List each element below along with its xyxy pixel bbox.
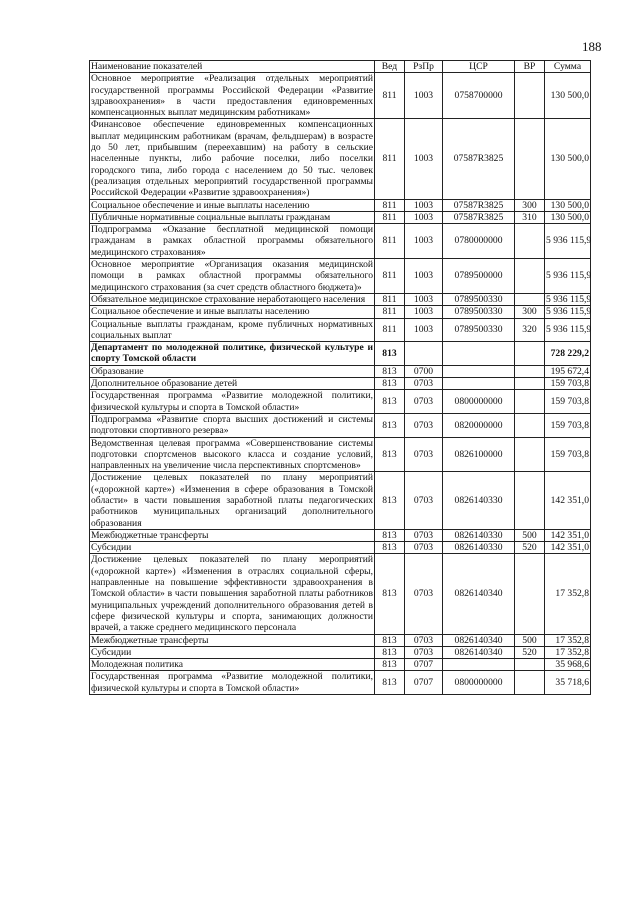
cell-rzpr: 0700 xyxy=(405,365,443,377)
cell-vr xyxy=(515,224,545,259)
cell-name: Подпрограмма «Развитие спорта высших достижений и системы подготовки спортивного резерва» xyxy=(91,413,373,437)
cell-ved: 813 xyxy=(375,378,405,390)
cell-name: Социальные выплаты гражданам, кроме публичных нормативных социальных выплат xyxy=(91,318,373,341)
cell-name: Дополнительное образование детей xyxy=(90,378,375,390)
header-vr: ВР xyxy=(515,61,545,73)
cell-vr: 520 xyxy=(515,646,545,658)
cell-ved: 813 xyxy=(375,634,405,646)
cell-ved: 813 xyxy=(375,472,405,529)
table-row xyxy=(90,646,591,658)
cell-rzpr: 0703 xyxy=(405,529,443,541)
cell-vr xyxy=(515,365,545,377)
table-row xyxy=(90,259,591,294)
cell-name: Публичные нормативные социальные выплаты гражданам xyxy=(90,211,375,223)
cell-name: Государственная программа «Развитие молодежной политики, физической культуры и спорта в Томской области» xyxy=(91,390,373,413)
cell-ved: 813 xyxy=(375,342,405,366)
cell-vr xyxy=(515,472,545,529)
table-row xyxy=(90,542,591,554)
table-row xyxy=(90,390,591,414)
cell-vr: 300 xyxy=(515,306,545,318)
cell-vr xyxy=(515,259,545,294)
cell-csr: 0826140330 xyxy=(443,529,515,541)
cell-ved: 813 xyxy=(375,529,405,541)
cell-rzpr: 1003 xyxy=(405,318,443,342)
cell-csr: 07587R3825 xyxy=(443,211,515,223)
table-row xyxy=(90,634,591,646)
cell-ved: 813 xyxy=(375,437,405,472)
table-row xyxy=(90,365,591,377)
header-ved: Вед xyxy=(375,61,405,73)
cell-vr xyxy=(515,671,545,695)
table-row xyxy=(90,342,591,366)
cell-rzpr: 1003 xyxy=(405,73,443,119)
cell-name: Подпрограмма «Оказание бесплатной медицинской помощи гражданам в рамках областной программы обязательного медицинского страхования» xyxy=(91,224,373,258)
cell-sum: 17 352,8 xyxy=(545,554,591,634)
cell-rzpr: 0703 xyxy=(405,472,443,529)
cell-name: Основное мероприятие «Организация оказания медицинской помощи в рамках областной программы обязательного медицинского страхования (за счет средств областного бюджета)» xyxy=(91,259,373,293)
cell-sum: 159 703,8 xyxy=(545,390,591,414)
cell-rzpr: 0703 xyxy=(405,390,443,414)
cell-name: Ведомственная целевая программа «Совершенствование системы подготовки спортсменов высокого класса и создание условий, направленных на увеличение числа перспективных спортсменов» xyxy=(91,437,373,472)
cell-csr: 0820000000 xyxy=(443,413,515,437)
cell-rzpr: 0703 xyxy=(405,646,443,658)
cell-ved: 813 xyxy=(375,554,405,634)
cell-csr: 0789500000 xyxy=(443,259,515,294)
cell-ved: 811 xyxy=(375,259,405,294)
cell-csr xyxy=(443,378,515,390)
cell-vr xyxy=(515,342,545,366)
budget-table xyxy=(89,60,591,695)
cell-ved: 811 xyxy=(375,224,405,259)
cell-vr: 500 xyxy=(515,634,545,646)
cell-rzpr: 1003 xyxy=(405,199,443,211)
table-row xyxy=(90,211,591,223)
cell-rzpr: 0703 xyxy=(405,634,443,646)
cell-csr: 0826140340 xyxy=(443,554,515,634)
table-row xyxy=(90,472,591,529)
table-row xyxy=(90,671,591,695)
cell-vr xyxy=(515,73,545,119)
header-rzpr: РзПр xyxy=(405,61,443,73)
table-row xyxy=(90,293,591,305)
cell-csr: 0826100000 xyxy=(443,437,515,472)
cell-ved: 811 xyxy=(375,211,405,223)
cell-rzpr: 0703 xyxy=(405,437,443,472)
cell-ved: 813 xyxy=(375,646,405,658)
cell-name: Межбюджетные трансферты xyxy=(90,529,375,541)
cell-vr xyxy=(515,554,545,634)
table-row xyxy=(90,224,591,259)
cell-rzpr: 0707 xyxy=(405,659,443,671)
cell-csr: 0789500330 xyxy=(443,318,515,342)
cell-sum: 5 936 115,9 xyxy=(546,306,592,318)
cell-csr xyxy=(443,659,515,671)
cell-ved: 811 xyxy=(375,293,405,305)
cell-sum: 130 500,0 xyxy=(545,119,591,199)
cell-sum: 5 936 115,9 xyxy=(545,259,591,294)
cell-name: Межбюджетные трансферты xyxy=(90,634,375,646)
cell-rzpr: 1003 xyxy=(405,119,443,199)
cell-rzpr: 1003 xyxy=(405,211,443,223)
cell-sum: 35 718,6 xyxy=(545,671,591,695)
cell-rzpr: 0703 xyxy=(405,554,443,634)
cell-sum: 5 936 115,9 xyxy=(545,224,591,259)
cell-ved: 813 xyxy=(375,659,405,671)
cell-rzpr: 0703 xyxy=(405,378,443,390)
cell-csr: 0758700000 xyxy=(443,73,515,119)
cell-csr: 0800000000 xyxy=(443,671,515,695)
cell-name: Достижение целевых показателей по плану мероприятий («дорожной карте») «Изменения в отраслях социальной сферы, направленные на повышение эффективности здравоохранения в Томской области» в части повышения заработной платы работников муниципальных учреждений дополнительного образования детей в сфере физической культуры и спорта, занимающих должности врачей, а также среднего медицинского персонала xyxy=(91,554,373,634)
cell-sum: 5 936 115,9 xyxy=(545,318,591,342)
table-row xyxy=(90,437,591,472)
cell-rzpr: 1003 xyxy=(405,259,443,294)
cell-name: Финансовое обеспечение единовременных компенсационных выплат медицинским работникам (врачам, фельдшерам) в возрасте до 50 лет, прибывшим (переехавшим) на работу в сельские населенные пункты, либо рабочие поселки, либо поселки городского типа, либо города с населением до 50 тыс. человек (реализация отдельных мероприятий государственной программы Российской Федерации «Развитие здравоохранения») xyxy=(91,119,373,199)
cell-name: Социальное обеспечение и иные выплаты населению xyxy=(90,199,375,211)
cell-vr: 520 xyxy=(515,542,545,554)
cell-sum: 130 500,0 xyxy=(545,73,591,119)
cell-csr: 0826140330 xyxy=(443,472,515,529)
cell-vr xyxy=(515,413,545,437)
cell-csr: 07587R3825 xyxy=(443,199,515,211)
cell-ved: 811 xyxy=(375,318,405,342)
cell-sum: 142 351,0 xyxy=(545,529,591,541)
cell-sum: 159 703,8 xyxy=(545,378,591,390)
cell-vr xyxy=(515,437,545,472)
cell-name: Основное мероприятие «Реализация отдельных мероприятий государственной программы Российской Федерации «Развитие здравоохранения» в части предоставления единовременных компенсационных выплат медицинским работникам» xyxy=(91,73,373,119)
table-row xyxy=(90,119,591,199)
cell-sum: 130 500,0 xyxy=(545,199,591,211)
cell-name: Субсидии xyxy=(90,542,375,554)
table-row xyxy=(90,554,591,634)
cell-name: Социальное обеспечение и иные выплаты населению xyxy=(90,306,375,318)
cell-rzpr: 0703 xyxy=(405,413,443,437)
table-row xyxy=(90,413,591,437)
cell-ved: 811 xyxy=(375,73,405,119)
page-number: 188 xyxy=(582,39,602,54)
cell-name: Государственная программа «Развитие молодежной политики, физической культуры и спорта в Томской области» xyxy=(91,671,373,694)
cell-ved: 813 xyxy=(375,542,405,554)
cell-csr: 0826140340 xyxy=(443,634,515,646)
cell-vr xyxy=(515,390,545,414)
cell-sum: 35 968,6 xyxy=(545,659,591,671)
cell-sum: 17 352,8 xyxy=(545,634,591,646)
table-row xyxy=(90,378,591,390)
cell-csr xyxy=(443,342,515,366)
cell-sum: 195 672,4 xyxy=(545,365,591,377)
cell-vr: 320 xyxy=(515,318,545,342)
table-row xyxy=(90,318,591,342)
cell-sum: 130 500,0 xyxy=(545,211,591,223)
header-csr: ЦСР xyxy=(443,61,515,73)
cell-vr xyxy=(515,659,545,671)
cell-rzpr xyxy=(405,342,443,366)
cell-csr: 0826140330 xyxy=(443,542,515,554)
table-header-row xyxy=(90,61,591,73)
cell-name: Достижение целевых показателей по плану мероприятий («дорожной карте») «Изменения в сфере образования в Томской области» в части повышения заработной платы педагогических работников муниципальных организаций дополнительного образования xyxy=(91,472,373,529)
cell-csr: 07587R3825 xyxy=(443,119,515,199)
cell-sum: 159 703,8 xyxy=(545,413,591,437)
cell-name: Молодежная политика xyxy=(90,659,375,671)
header-sum: Сумма xyxy=(545,61,591,73)
cell-sum: 142 351,0 xyxy=(545,542,591,554)
cell-vr: 500 xyxy=(515,529,545,541)
cell-rzpr: 1003 xyxy=(405,224,443,259)
cell-sum: 17 352,8 xyxy=(545,646,591,658)
cell-sum: 159 703,8 xyxy=(545,437,591,472)
cell-ved: 811 xyxy=(375,199,405,211)
cell-sum: 728 229,2 xyxy=(545,342,591,366)
header-name: Наименование показателей xyxy=(90,61,375,73)
table-body xyxy=(90,73,591,695)
cell-csr xyxy=(443,365,515,377)
cell-ved: 813 xyxy=(375,671,405,695)
cell-csr: 0800000000 xyxy=(443,390,515,414)
cell-sum: 5 936 115,9 xyxy=(546,293,592,305)
cell-ved: 811 xyxy=(375,306,405,318)
cell-ved: 813 xyxy=(375,365,405,377)
cell-name: Департамент по молодежной политике, физической культуре и спорту Томской области xyxy=(91,342,373,365)
cell-vr: 310 xyxy=(515,211,545,223)
cell-csr: 0789500330 xyxy=(443,306,515,318)
cell-vr xyxy=(515,378,545,390)
cell-vr xyxy=(515,119,545,199)
cell-rzpr: 0703 xyxy=(405,542,443,554)
cell-sum: 142 351,0 xyxy=(545,472,591,529)
table-row xyxy=(90,306,591,318)
cell-csr: 0826140340 xyxy=(443,646,515,658)
cell-rzpr: 1003 xyxy=(405,293,443,305)
cell-ved: 811 xyxy=(375,119,405,199)
cell-vr xyxy=(515,293,545,305)
cell-name: Обязательное медицинское страхование неработающего населения xyxy=(90,293,375,305)
cell-rzpr: 0707 xyxy=(405,671,443,695)
table-row xyxy=(90,73,591,119)
cell-ved: 813 xyxy=(375,413,405,437)
cell-rzpr: 1003 xyxy=(405,306,443,318)
cell-vr: 300 xyxy=(515,199,545,211)
table-row xyxy=(90,659,591,671)
table-row xyxy=(90,199,591,211)
cell-csr: 0789500330 xyxy=(443,293,515,305)
table-row xyxy=(90,529,591,541)
cell-ved: 813 xyxy=(375,390,405,414)
cell-name: Образование xyxy=(90,365,375,377)
cell-name: Субсидии xyxy=(90,646,375,658)
cell-csr: 0780000000 xyxy=(443,224,515,259)
